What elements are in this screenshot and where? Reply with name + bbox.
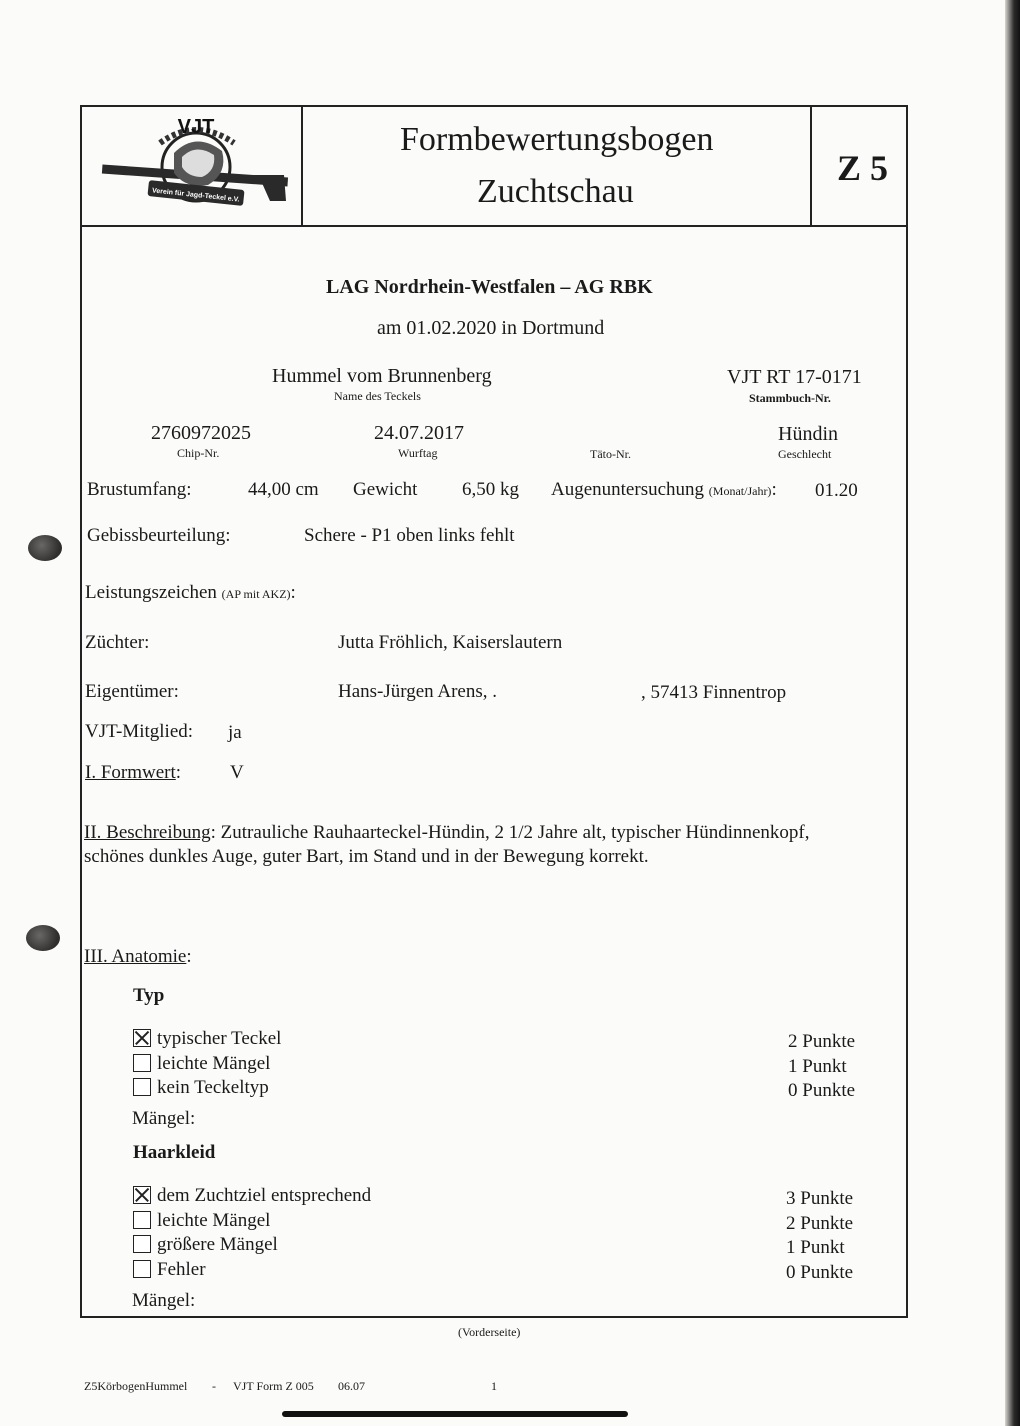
- formwert-value: V: [230, 762, 244, 783]
- member-label: VJT-Mitglied:: [85, 721, 194, 742]
- logo-banner-text: Verein für Jagd-Teckel e.V.: [151, 187, 240, 204]
- chest-value: 44,00 cm: [248, 479, 319, 500]
- haarkleid-heading: Haarkleid: [133, 1142, 216, 1163]
- option-label: Fehler: [157, 1258, 206, 1280]
- option-label: kein Teckeltyp: [157, 1077, 269, 1098]
- eye-exam-text: Augenuntersuchung: [551, 479, 705, 500]
- description-label: II. Beschreibung: [84, 822, 211, 843]
- logo-text: VJT: [177, 116, 215, 138]
- punch-hole: [28, 535, 62, 561]
- organizer: LAG Nordrhein-Westfalen – AG RBK: [326, 276, 653, 298]
- checkbox-option[interactable]: [133, 1053, 270, 1075]
- footer-page-number: 1: [491, 1379, 497, 1393]
- studbook-label: Stammbuch-Nr.: [749, 391, 831, 405]
- chip-number: 2760972025: [151, 422, 251, 444]
- option-points: 3 Punkte: [786, 1188, 854, 1209]
- option-points: 1 Punkt: [786, 1237, 845, 1258]
- performance-colon: :: [290, 582, 296, 603]
- checkbox[interactable]: [133, 1078, 151, 1096]
- member-value: ja: [228, 722, 242, 743]
- description-line2: schönes dunkles Auge, guter Bart, im Stand und in der Bewegung korrekt.: [84, 846, 649, 867]
- header-divider: [810, 107, 812, 225]
- option-points: 0 Punkte: [788, 1080, 856, 1101]
- footer-version: 06.07: [338, 1379, 365, 1393]
- owner-label: Eigentümer:: [85, 681, 179, 702]
- studbook-number: VJT RT 17-0171: [727, 366, 862, 388]
- owner-value: Hans-Jürgen Arens, .: [338, 681, 498, 702]
- form-title: Formbewertungsbogen: [400, 121, 714, 158]
- page-side-note: (Vorderseite): [458, 1325, 521, 1339]
- option-points: 2 Punkte: [788, 1031, 856, 1052]
- checkbox[interactable]: [133, 1211, 151, 1229]
- checkbox[interactable]: [133, 1054, 151, 1072]
- weight-label: Gewicht: [353, 479, 418, 500]
- checkbox-option[interactable]: [133, 1028, 281, 1050]
- anatomy-text: III. Anatomie: [84, 946, 187, 967]
- form-header: [82, 107, 906, 227]
- chest-label: Brustumfang:: [87, 479, 192, 500]
- vjt-logo: [100, 113, 290, 222]
- option-label: leichte Mängel: [157, 1209, 271, 1231]
- eye-exam-sub: (Monat/Jahr): [708, 484, 772, 498]
- performance-label: [85, 582, 296, 604]
- chip-label: Chip-Nr.: [177, 446, 220, 460]
- option-label: dem Zuchtziel entsprechend: [157, 1185, 372, 1206]
- teeth-value: Schere - P1 oben links fehlt: [304, 525, 515, 546]
- anatomy-colon: :: [186, 946, 192, 967]
- typ-defects-label: Mängel:: [132, 1108, 196, 1129]
- breeder-label: Züchter:: [85, 632, 150, 653]
- weight-value: 6,50 kg: [462, 479, 519, 500]
- option-label: leichte Mängel: [157, 1052, 271, 1074]
- sex-value: Hündin: [778, 423, 838, 445]
- checkbox-option[interactable]: [133, 1210, 270, 1232]
- breeder-value: Jutta Fröhlich, Kaiserslautern: [338, 632, 563, 653]
- page-edge-shadow: [1005, 0, 1020, 1426]
- typ-heading: Typ: [133, 985, 165, 1006]
- haarkleid-defects-label: Mängel:: [132, 1290, 196, 1311]
- description-line1: [84, 822, 809, 844]
- checkbox-option[interactable]: [133, 1259, 206, 1281]
- birth-label: Wurftag: [398, 446, 438, 460]
- anatomy-label: [84, 946, 192, 968]
- option-points: 1 Punkt: [788, 1055, 847, 1077]
- description-text: : Zutrauliche Rauhaarteckel-Hündin, 2 1/2 Jahre alt, typischer Hündinnenkopf,: [210, 822, 810, 843]
- punch-hole: [26, 925, 60, 951]
- checkbox[interactable]: [133, 1260, 151, 1278]
- checkbox-option[interactable]: [133, 1077, 269, 1099]
- footer-separator: -: [212, 1379, 216, 1393]
- event-date-place: am 01.02.2020 in Dortmund: [377, 317, 605, 339]
- dog-name: Hummel vom Brunnenberg: [272, 365, 492, 387]
- performance-text: Leistungszeichen: [85, 582, 217, 603]
- checkbox[interactable]: [133, 1235, 151, 1253]
- eye-exam-colon: :: [771, 479, 777, 500]
- checkbox-option[interactable]: [133, 1234, 278, 1256]
- formwert-text: I. Formwert: [85, 762, 176, 783]
- home-indicator[interactable]: [282, 1411, 628, 1417]
- form-subtitle: Zuchtschau: [477, 173, 634, 210]
- birth-date: 24.07.2017: [374, 422, 464, 444]
- option-label: größere Mängel: [157, 1234, 278, 1255]
- eye-exam-value: 01.20: [815, 480, 858, 501]
- sex-label: Geschlecht: [778, 447, 832, 461]
- dog-name-label: Name des Teckels: [334, 389, 421, 403]
- checked-checkbox[interactable]: [133, 1029, 151, 1047]
- checkbox-option[interactable]: [133, 1185, 371, 1207]
- form-code: Z 5: [837, 148, 889, 188]
- checked-checkbox[interactable]: [133, 1186, 151, 1204]
- footer-filename: Z5KörbogenHummel: [84, 1379, 188, 1393]
- formwert-label: [85, 762, 181, 784]
- footer-form: VJT Form Z 005: [233, 1379, 314, 1393]
- option-label: typischer Teckel: [157, 1028, 282, 1049]
- owner-value-location: , 57413 Finnentrop: [641, 682, 787, 703]
- header-divider: [301, 107, 303, 225]
- eye-exam-label: [551, 479, 777, 501]
- performance-sub: (AP mit AKZ): [221, 587, 291, 601]
- tattoo-label: Täto-Nr.: [590, 447, 631, 461]
- teeth-label: Gebissbeurteilung:: [87, 525, 231, 546]
- formwert-colon: :: [175, 762, 182, 783]
- option-points: 0 Punkte: [786, 1261, 854, 1283]
- option-points: 2 Punkte: [786, 1212, 854, 1234]
